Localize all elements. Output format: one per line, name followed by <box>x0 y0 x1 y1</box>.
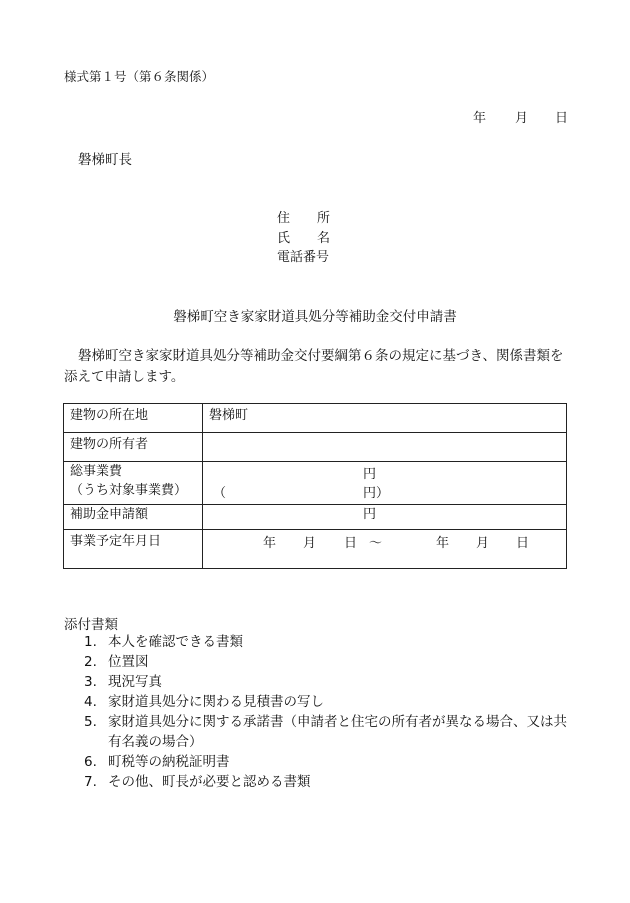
start-year-label: 年 <box>263 536 277 551</box>
table-row <box>64 530 567 569</box>
total-cost-value <box>203 462 567 505</box>
list-item: 7. その他、町長が必要と認める書類 <box>84 774 311 790</box>
attachments-heading: 添付書類 <box>64 617 118 633</box>
phone-label: 電話番号 <box>277 250 330 265</box>
schedule-tilde: ～ <box>369 536 383 551</box>
start-day-label: 日 <box>344 536 358 551</box>
end-day-label: 日 <box>516 536 530 551</box>
date-year-label: 年 <box>473 111 487 126</box>
table-row <box>64 404 567 433</box>
total-cost-label-line1: 総事業費 <box>70 464 123 479</box>
body-text: 磐梯町空き家家財道具処分等補助金交付要綱第６条の規定に基づき、関係書類を添えて申請します。 <box>64 348 564 385</box>
addressee: 磐梯町長 <box>78 152 132 168</box>
total-cost-yen: 円 <box>363 467 377 482</box>
building-owner-value <box>203 433 567 462</box>
building-owner-label: 建物の所有者 <box>64 433 203 462</box>
start-month-label: 月 <box>303 536 317 551</box>
application-table <box>63 403 567 569</box>
attachments-list <box>84 632 574 792</box>
name-label: 氏 名 <box>277 231 331 246</box>
table-row <box>64 505 567 530</box>
table-row <box>64 462 567 505</box>
list-item: 4. 家財道具処分に関わる見積書の写し <box>84 694 324 710</box>
document-title: 磐梯町空き家家財道具処分等補助金交付申請書 <box>173 309 457 325</box>
form-number: 様式第１号（第６条関係） <box>64 69 215 84</box>
schedule-value <box>203 530 567 569</box>
building-location-value: 磐梯町 <box>203 404 567 433</box>
target-cost-yen: 円） <box>363 486 390 501</box>
schedule-label: 事業予定年月日 <box>64 530 203 569</box>
list-item: 1. 本人を確認できる書類 <box>84 634 243 650</box>
building-location-label: 建物の所在地 <box>64 404 203 433</box>
subsidy-amount-label: 補助金申請額 <box>64 505 203 530</box>
list-item: 5. 家財道具処分に関する承諾書（申請者と住宅の所有者が異なる場合、又は共有名義の場合） <box>84 714 567 750</box>
list-item: 6. 町税等の納税証明書 <box>84 754 230 770</box>
address-label: 住 所 <box>277 211 331 226</box>
table-row <box>64 433 567 462</box>
date-month-label: 月 <box>515 111 529 126</box>
total-cost-label-line2: （うち対象事業費） <box>70 483 188 498</box>
list-item: 2. 位置図 <box>84 654 149 670</box>
date-day-label: 日 <box>555 111 569 126</box>
subsidy-amount-value <box>203 505 567 530</box>
end-month-label: 月 <box>476 536 490 551</box>
target-cost-paren-open: （ <box>213 486 227 501</box>
list-item: 3. 現況写真 <box>84 674 162 690</box>
total-cost-label <box>64 462 203 505</box>
end-year-label: 年 <box>436 536 450 551</box>
subsidy-amount-yen: 円 <box>363 507 377 522</box>
